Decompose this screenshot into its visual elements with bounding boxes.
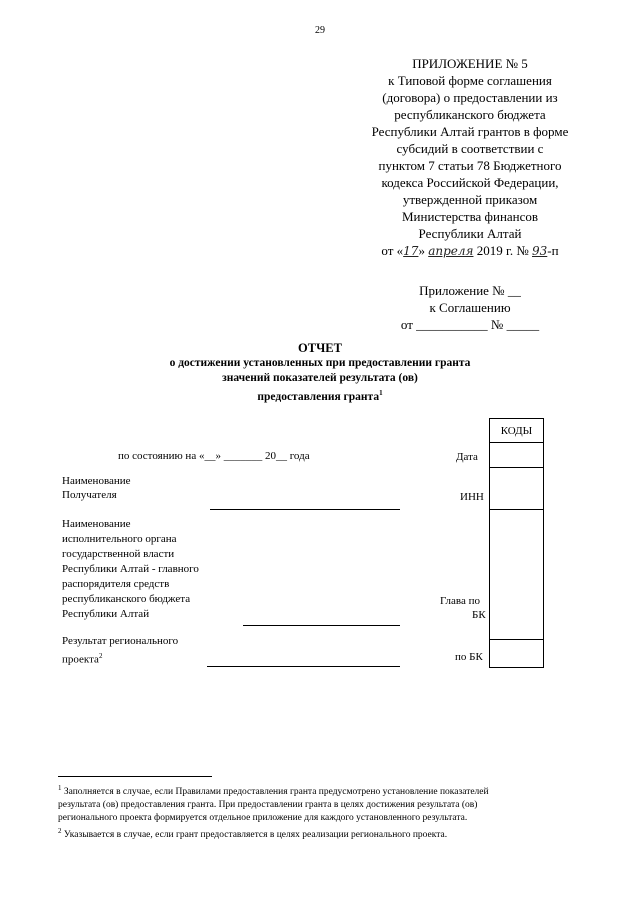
- result-label-2: [62, 649, 102, 667]
- appendix-line: Министерства финансов: [401, 209, 539, 224]
- footnote-ref-1: 1: [379, 389, 383, 397]
- appendix-line: пунктом 7 статьи 78 Бюджетного: [378, 158, 562, 173]
- glava-label-1: Глава по: [440, 595, 480, 607]
- attachment-line-1: Приложение № __: [419, 283, 521, 298]
- report-title-block: [100, 341, 540, 405]
- footnote-separator: [58, 776, 212, 777]
- footnote-2-line: [58, 825, 610, 842]
- date-prefix: от «: [381, 243, 404, 258]
- report-subtitle-3: [100, 386, 540, 405]
- authority-label-line: государственной власти: [62, 548, 175, 560]
- authority-label-line: Наименование: [62, 518, 131, 530]
- footnote-1-text: Заполняется в случае, если Правилами предоставления гранта предусмотрено установление показателей: [63, 787, 489, 798]
- recipient-fill-line[interactable]: [210, 509, 400, 510]
- report-subtitle-1: о достижении установленных при предоставлении гранта: [169, 357, 471, 369]
- page-number: 29: [315, 25, 325, 36]
- attachment-header: [380, 282, 560, 333]
- date-label: Дата: [456, 451, 478, 463]
- authority-label-line: исполнительного органа: [62, 533, 177, 545]
- appendix-line: кодекса Российской Федерации,: [381, 175, 559, 190]
- footnote-2-mark: 2: [58, 827, 62, 836]
- po-bk-label: по БК: [455, 651, 483, 663]
- authority-label-line: Республики Алтай - главного: [62, 563, 199, 575]
- handwritten-order-number: 93: [532, 244, 548, 258]
- result-label-1: Результат регионального: [62, 635, 179, 647]
- handwritten-month: апреля: [428, 244, 474, 258]
- attachment-line-3: от ___________ № _____: [400, 317, 540, 332]
- appendix-line: утвержденной приказом: [402, 192, 538, 207]
- authority-label-line: распорядителя средств: [62, 578, 170, 590]
- recipient-label-2: Получателя: [62, 489, 117, 501]
- code-cell-po-bk[interactable]: [489, 639, 544, 668]
- footnote-1-mark: 1: [58, 784, 62, 792]
- report-subtitle-3-text: предоставления гранта: [257, 390, 380, 403]
- glava-label-2: БК: [472, 609, 486, 621]
- code-cell-glava[interactable]: [489, 509, 544, 640]
- appendix-line: к Типовой форме соглашения: [388, 73, 552, 88]
- footnote-1-line: регионального проекта формируется отдельное приложение для каждого установленного результата.: [58, 813, 468, 824]
- recipient-label-1: Наименование: [62, 475, 131, 487]
- footnote-ref-2: 2: [98, 652, 103, 660]
- appendix-date-line: [350, 242, 590, 260]
- order-suffix: -п: [547, 243, 559, 258]
- footnote-2-text: Указывается в случае, если грант предоставляется в целях реализации регионального проекта.: [63, 830, 448, 841]
- codes-header: КОДЫ: [489, 418, 544, 443]
- footnote-1: [58, 782, 610, 842]
- appendix-line: республиканского бюджета: [394, 107, 546, 122]
- footnote-1-line: результата (ов) предоставления гранта. При предоставлении гранта в целях достижения результата (ов): [58, 800, 478, 811]
- appendix-line: Республики Алтай грантов в форме: [371, 124, 569, 139]
- authority-label-line: республиканского бюджета: [62, 593, 191, 605]
- appendix-line: субсидий в соответствии с: [396, 141, 544, 156]
- authority-fill-line[interactable]: [243, 625, 400, 626]
- inn-label: ИНН: [460, 491, 484, 503]
- report-title: ОТЧЕТ: [298, 341, 342, 355]
- appendix-line: (договора) о предоставлении из: [382, 90, 558, 105]
- appendix-line: ПРИЛОЖЕНИЕ № 5: [412, 56, 528, 71]
- date-mid: »: [418, 243, 425, 258]
- appendix-header: [350, 55, 590, 260]
- report-subtitle-2: значений показателей результата (ов): [222, 372, 418, 384]
- authority-label-line: Республики Алтай: [62, 608, 150, 620]
- as-of-date-label: по состоянию на «__» _______ 20__ года: [118, 450, 310, 462]
- footnote-1-line: [58, 782, 610, 799]
- code-cell-inn[interactable]: [489, 467, 544, 510]
- date-year: 2019 г. №: [476, 243, 529, 258]
- attachment-line-2: к Соглашению: [429, 300, 511, 315]
- code-cell-date[interactable]: [489, 442, 544, 468]
- result-label-2-text: проекта: [62, 653, 99, 666]
- appendix-line: Республики Алтай: [418, 226, 522, 241]
- result-fill-line[interactable]: [207, 666, 400, 667]
- handwritten-day: 17: [403, 244, 419, 258]
